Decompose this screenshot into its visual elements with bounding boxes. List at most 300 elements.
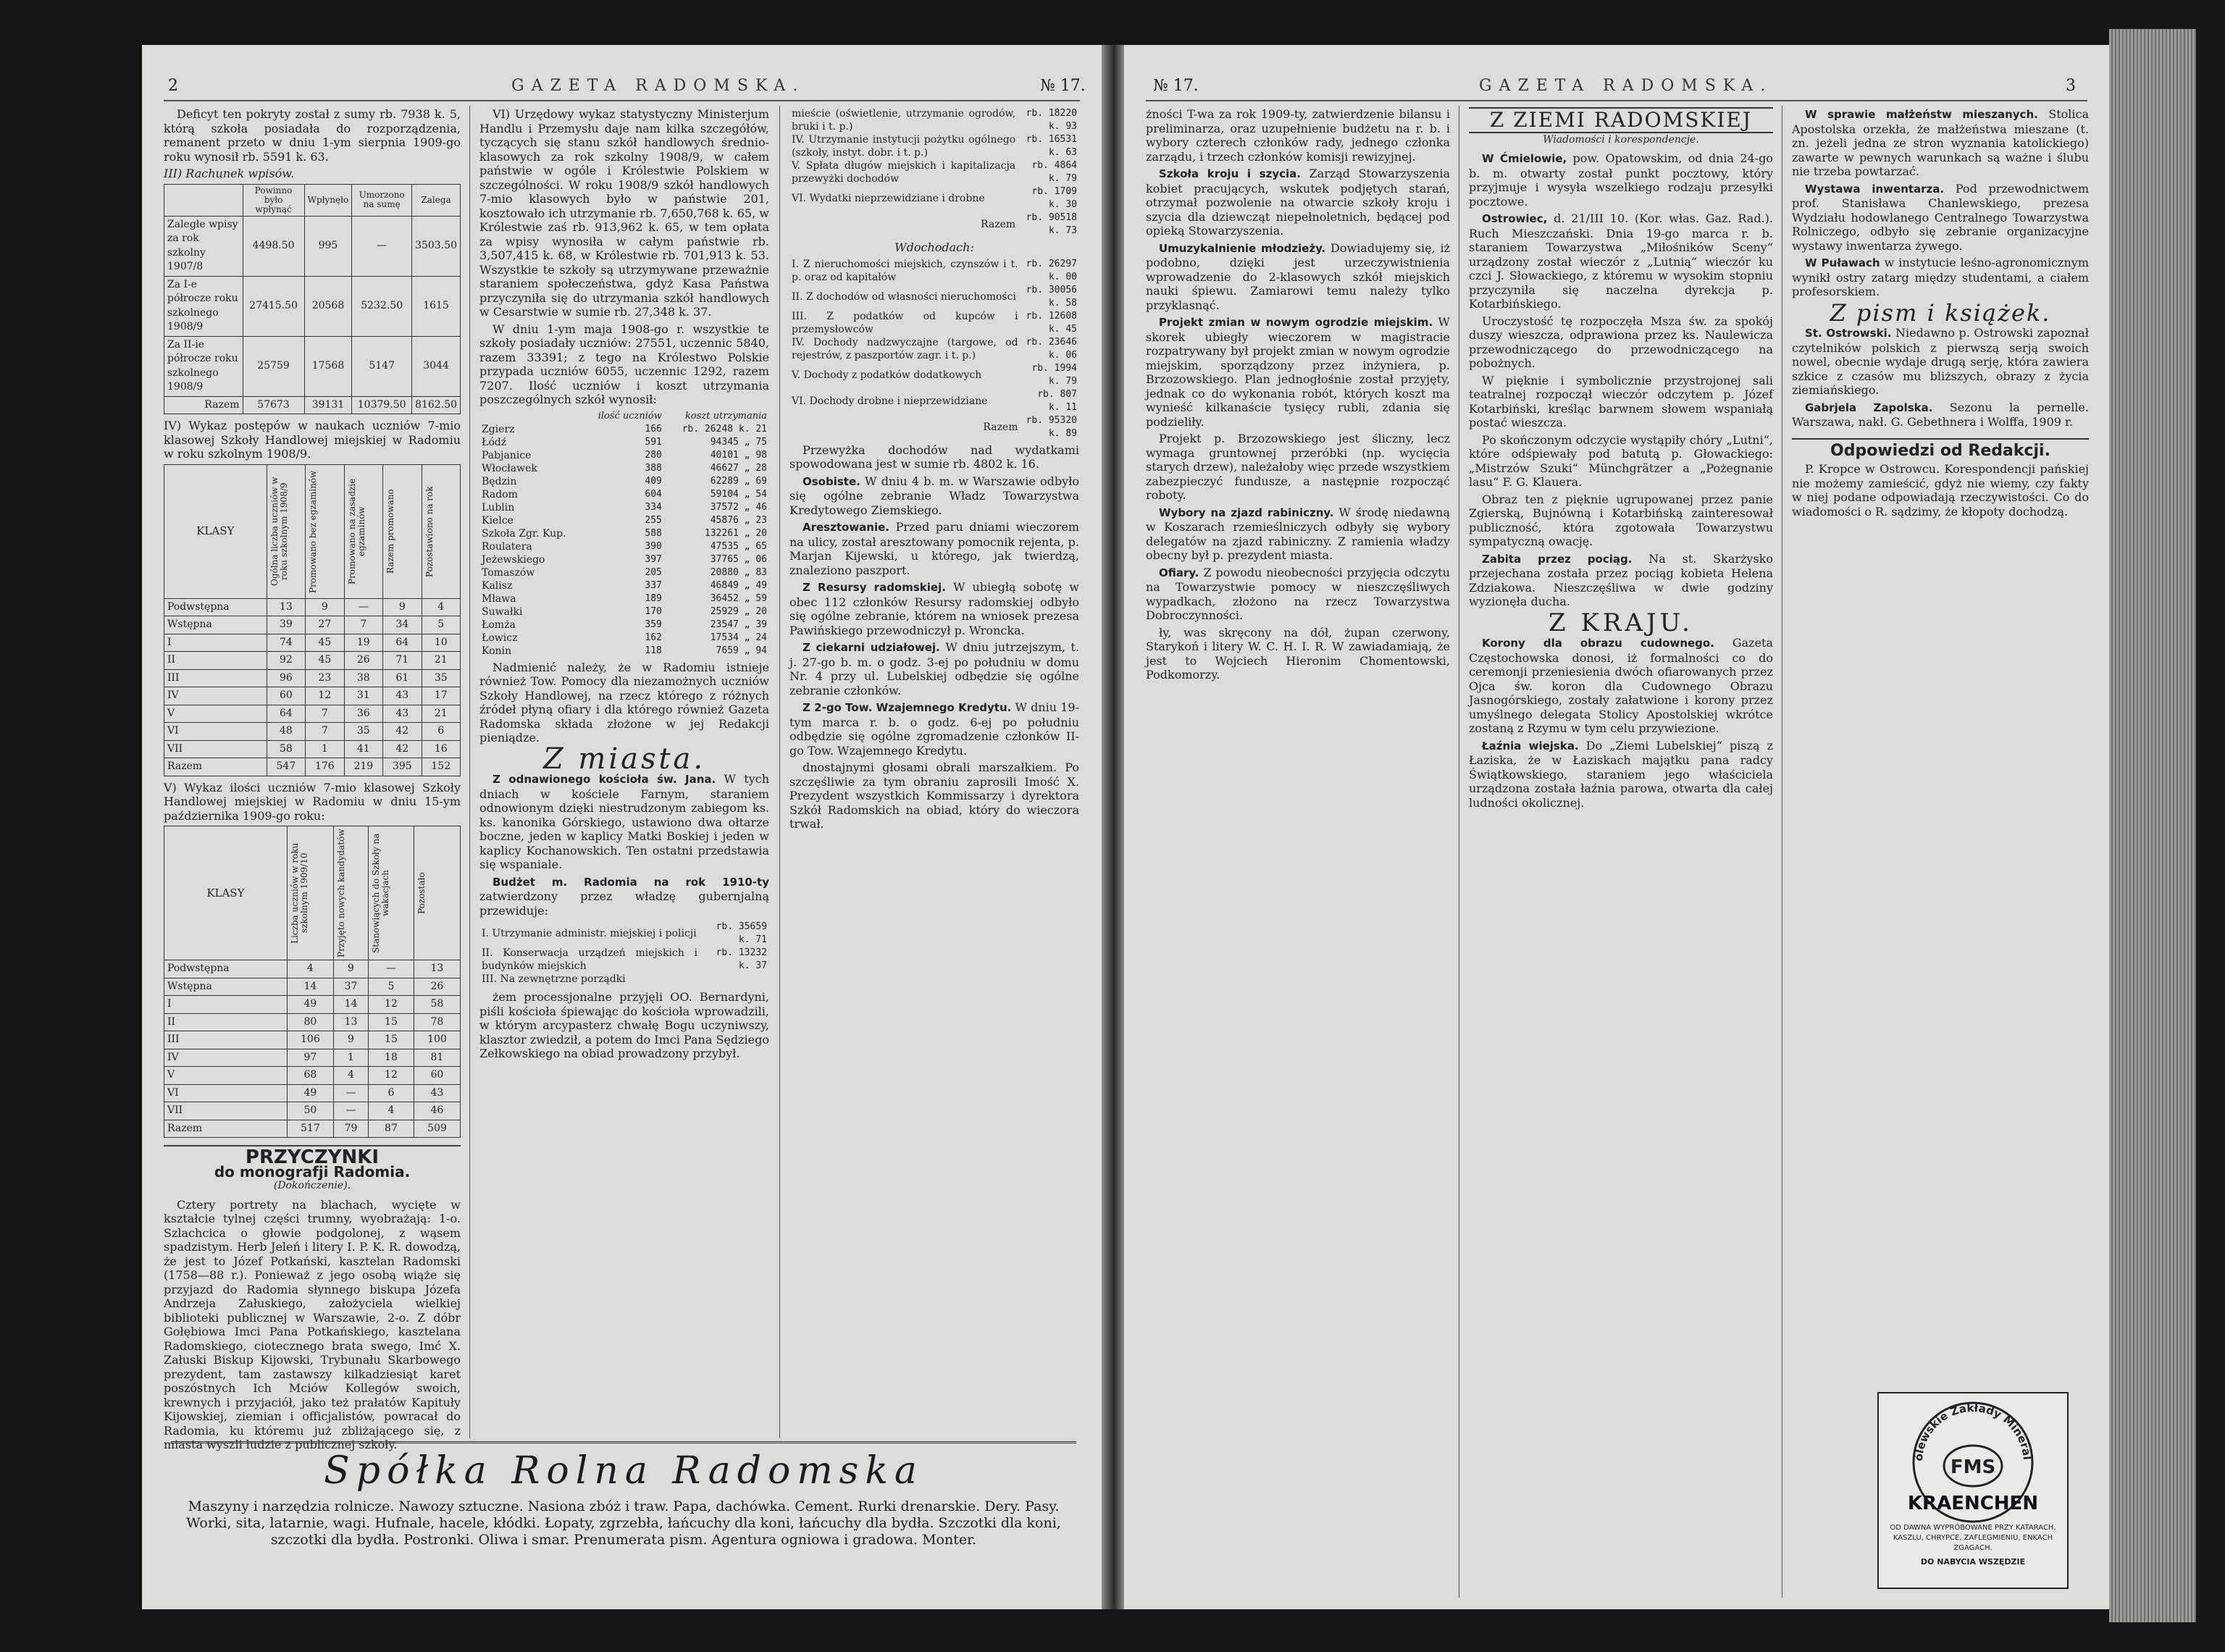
income-title: Wdochodach:	[894, 240, 974, 254]
table-cell: 74	[267, 634, 305, 652]
table-cell: 37572 „ 46	[710, 501, 767, 513]
col-header-text: Przyjęto nowych kandydatów	[335, 829, 346, 957]
table-row	[479, 436, 769, 449]
table-cell: 58	[267, 740, 305, 758]
col-header-text: Promowano na zasadzie egzaminów	[346, 478, 366, 584]
table-cell: 12	[369, 1067, 414, 1085]
table-cell: 17	[422, 687, 460, 705]
table-row	[164, 1049, 461, 1067]
table-cell: 152	[422, 758, 460, 776]
row-label: II. Z dochodów od własności nieruchomości	[792, 290, 1016, 303]
book-gutter	[1102, 45, 1124, 1609]
row-label: mieście (oświetlenie, utrzymanie ogrodów, bruki i t. p.)	[792, 108, 1016, 133]
table-header-row	[164, 184, 461, 216]
col-header: Zalega	[412, 184, 461, 216]
table-cell: 334	[645, 501, 662, 513]
colA-top: żności T-wa za rok 1909-ty, zatwierdzenie bilansu i preliminarza, oraz uzupełnienie budżetu na r. b. i wybory czterech członków rady, jednego członka zarządu, i trzech członków komisji rewizyjnej.	[1146, 107, 1450, 164]
headline: Ostrowiec,	[1482, 212, 1548, 225]
table-row: Za II-ie półrocze roku szkolnego 1908/9 25759 17568 5147 3044	[164, 336, 461, 396]
table-cell: rb. 18220 k. 93	[1026, 108, 1077, 132]
table-cell: rb. 807 k. 11	[1037, 388, 1077, 413]
right-page	[1124, 45, 2109, 1609]
table-cell: 23	[306, 669, 344, 687]
table-cell: 42	[383, 740, 422, 758]
col-header-text: Liczba uczniów w roku szkolnym 1909/10	[289, 842, 309, 944]
headline: Zabita przez pociąg.	[1482, 552, 1633, 566]
article-text: Stolica Apostolska orzekła, że małżeństwa mieszane (t. zn. jeżeli jedna ze stron wyznania katolickiego) zawarte w pewnych warunkach są ważne i ślubu nie trzeba powtarzać.	[1792, 107, 2089, 178]
table-cell: 21	[422, 705, 460, 723]
row-label: V. Dochody z podatków dodatkowych	[792, 369, 982, 381]
row-label: V	[164, 705, 267, 723]
table-row	[789, 310, 1079, 336]
headline: Z Resursy radomskiej.	[803, 581, 946, 594]
table-budget	[479, 921, 769, 986]
col-header: KLASY	[164, 464, 267, 598]
article-text: W skorek ubiegły wieczorem w magistracie rozpatrywany był projekt zmian w nowym ogrodzie miejskim, sporządzony przez inżyniera, p. Brzozowskiego. Plan jednogłośnie został przyjęty, jednak co do wykonania robót, których koszt ma wynieść kilkanaście tysięcy rubli, zdania się podzieliły.	[1146, 315, 1450, 429]
row-label: II	[164, 652, 267, 670]
col-header-text: Pozostawiono na rok	[424, 485, 435, 577]
table-cell: rb. 26248 k. 21	[682, 423, 767, 435]
table-cell: 4	[369, 1102, 414, 1120]
table-cell: 15	[369, 1013, 414, 1031]
col-header-text: Razem promowano	[385, 489, 396, 574]
table-cell: 6	[369, 1084, 414, 1102]
label-brand: KRAENCHEN	[1907, 1493, 2039, 1514]
row-label: VII	[164, 740, 267, 758]
col-header	[479, 410, 584, 423]
table-cell: 97	[287, 1049, 333, 1067]
table-row	[164, 978, 461, 996]
table-cell: 132261 „ 20	[704, 527, 767, 539]
table-cell: rb. 30056 k. 58	[1026, 284, 1077, 309]
col2-text-1: VI) Urzędowy wykaz statystyczny Ministerjum Handlu i Przemysłu daje nam kilka szczegółów, tyczących się stanu szkół handlowych średnio-klasowych za rok szkolny 1908/9, w całem państwie w ogóle i Królestwie Polskiem w szczególności. W roku 1908/9 szkół handlowych 7-mio klasowych było w państwie 201, kosztowało ich utrzymanie rb. 7,650,768 k. 65, w Królestwie zaś rb. 913,962 k. 65, w tem opłata za wpisy wynosiła w całym państwie rb. 3,507,415 k. 68, w Królestwie rb. 701,913 k. 53. Wszystkie te szkoły są utrzymywane przeważnie staraniem społeczeństwa, gdyż Kasa Państwa przyczyniła się do utrzymania szkół handlowych w Cesarstwie w sumie rb. 27,348 k. 37.	[479, 107, 769, 319]
table-cell: 48	[267, 723, 305, 741]
col-header: Wpłynęło	[304, 184, 352, 216]
row-label: I	[164, 634, 267, 652]
table-cell: 79	[333, 1120, 368, 1138]
table-row	[479, 605, 769, 619]
table-cell: —	[333, 1084, 368, 1102]
table-cell: 219	[344, 758, 382, 776]
column-a	[1146, 107, 1450, 685]
row-label: Włocławek	[482, 462, 537, 474]
row-label: Roulatera	[482, 540, 532, 553]
table-row	[164, 1031, 461, 1049]
row-label: Lublin	[482, 501, 515, 513]
table-row	[479, 501, 769, 514]
table-cell: 397	[645, 553, 662, 565]
table-cell: 166	[645, 423, 662, 435]
table-cell: 337	[645, 579, 662, 591]
table-cell: 36452 „ 59	[710, 592, 767, 604]
table-cell: 5	[422, 616, 460, 634]
col-header	[369, 826, 414, 960]
table-cell: 604	[645, 488, 662, 500]
col-header: koszt utrzymania	[685, 410, 767, 422]
column-b	[1469, 107, 1773, 813]
row-label: I. Utrzymanie administr. miejskiej i policji	[482, 928, 697, 939]
row-label: Będzin	[482, 475, 517, 487]
table-cell: 80	[287, 1013, 333, 1031]
row-label: Wstępna	[164, 616, 267, 634]
table-row	[479, 514, 769, 527]
column-rule	[469, 106, 470, 1438]
table-row	[479, 645, 769, 658]
col-header-text: Promowano bez egzaminów	[308, 469, 319, 593]
table-cell: 509	[414, 1120, 460, 1138]
row-label: Suwałki	[482, 605, 523, 618]
table-cell: rb. 1709 k. 30	[1031, 186, 1077, 210]
table-row	[789, 284, 1079, 310]
table-cell: 64	[267, 705, 305, 723]
col-header	[422, 464, 460, 598]
page-number-right: 3	[2066, 77, 2076, 95]
table-header-row	[164, 826, 461, 960]
table-cell: 409	[645, 475, 662, 487]
table-cell: 390	[645, 540, 662, 552]
headline: Ofiary.	[1159, 566, 1199, 579]
przyczynki-subtitle: do monografji Radomia.	[214, 1162, 411, 1181]
page-edge-stack	[2109, 29, 2196, 1622]
article-text: Z powodu nieobecności przyjęcia odczytu na Towarzystwie pomocy w nieszczęśliwych wypadkach, złożono na rzecz Towarzystwa Dobroczynności.	[1146, 565, 1450, 622]
table-cell: 35	[344, 723, 382, 741]
row-label: Razem	[983, 421, 1018, 433]
table-total-row	[164, 1120, 461, 1138]
table-budget-continued	[789, 107, 1079, 238]
table-cell: 37	[333, 978, 368, 996]
left-page	[142, 45, 1102, 1609]
table-row	[789, 388, 1079, 414]
table-row	[164, 1102, 461, 1120]
table-cell: 58	[414, 996, 460, 1014]
z-ziemi-subtitle: Wiadomości i korespondencje.	[1543, 133, 1699, 146]
table-cell: —	[333, 1102, 368, 1120]
headline: Z odnawionego kościoła św. Jana.	[493, 773, 716, 786]
table-cell: 4	[422, 598, 460, 616]
table-row	[479, 592, 769, 605]
col3-text-2: dnostajnymi głosami obrali marszałkiem. Po szczęśliwie za tym obraniu zaprosili Imość X. Prezydent wszystkich Kommissarzy i dyrektora Szkół Radomskich na obiad, który do wieczora trwał.	[789, 760, 1079, 831]
table-cell: 14	[287, 978, 333, 996]
table-row	[164, 740, 461, 758]
article-text: W ubiegłą sobotę w obec 112 członków Resursy radomskiej odbyło się ogólne zebranie, którem na wniosek prezesa Pawińskiego przewodniczył p. Wroncka.	[789, 580, 1079, 637]
przyczynki-continuation: (Dokończenie).	[273, 1180, 351, 1191]
kraenchen-label-graphic	[1879, 1393, 2067, 1588]
table-row	[164, 652, 461, 670]
table-row	[164, 634, 461, 652]
table-cell: 46627 „ 28	[710, 462, 767, 474]
col1-intro: Deficyt ten pokryty został z sumy rb. 7938 k. 5, którą szkoła posiadała do rozporządzenia, remanent przeto w dniu 1-ym sierpnia 1909-go roku wynosił rb. 5591 k. 63.	[164, 107, 461, 164]
table-cell: 71	[383, 652, 422, 670]
row-label: V. Spłata długów miejskich i kapitalizacja przewyżki dochodów	[792, 160, 1016, 185]
table-cell: 13	[267, 598, 305, 616]
issue-number-right: № 17.	[1153, 77, 1199, 95]
table-cell: 46	[414, 1102, 460, 1120]
row-label: Kielce	[482, 514, 514, 527]
article-text: Gazeta Częstochowska donosi, iż formalności co do ceremonji przeniesienia dwóch ofiarowanych przez Ojca św. koron dla Cudownego Obrazu Jasnogórskiego, zostały załatwione i korony przez umyślnego delegata Stolicy Apostolskiej wkrótce zostaną z Rzymu w tym celu przywiezione.	[1469, 636, 1773, 735]
article-text: Po skończonym odczycie wystąpiły chóry „Lutni“, które odśpiewały pod batutą p. Głowackiego: „Mistrzów Szuki“ Münchgrätzer a „Pożegnanie lasu“ F. G. Klauera.	[1469, 432, 1773, 489]
table-cell: 16	[422, 740, 460, 758]
table-row	[789, 133, 1079, 159]
table-cell: 78	[414, 1013, 460, 1031]
table-cell: 100	[414, 1031, 460, 1049]
headline: Z 2-go Tow. Wzajemnego Kredytu.	[803, 701, 1012, 714]
table-row	[479, 579, 769, 592]
table-cell: 47535 „ 65	[710, 540, 767, 552]
table-cell: 395	[383, 758, 422, 776]
table-cell: 591	[645, 436, 662, 448]
row-label: Mława	[482, 592, 516, 605]
table-row	[164, 1067, 461, 1085]
table-cell: 388	[645, 462, 662, 474]
table-cell: 92	[267, 652, 305, 670]
table-cell: 7	[306, 705, 344, 723]
row-label: II. Konserwacja urządzeń miejskich i budynków miejskich	[482, 947, 697, 972]
headline: Wybory na zjazd rabiniczny.	[1159, 506, 1334, 519]
table-row	[789, 258, 1079, 284]
label-line: DO NABYCIA WSZĘDZIE	[1920, 1557, 2026, 1567]
article-text: W pięknie i symbolicznie przystrojonej sali teatralnej rozpoczął wieczór odczytem p. Józef Kotarbiński, kreśląc barwnem słowem wspaniałą postać wieszcza.	[1469, 373, 1773, 429]
table-cell: 60	[414, 1067, 460, 1085]
table-cell: 106	[287, 1031, 333, 1049]
col2-text-3: Nadmienić należy, że w Radomiu istnieje również Tow. Pomocy dla niezamożnych uczniów Szkoły Handlowej, na rzecz którego z różnych źródeł płyną ofiary i dla którego również Gazeta Radomska składa złożone w jej Redakcji pieniądze.	[479, 660, 769, 745]
table-cell: 81	[414, 1049, 460, 1067]
row-label: Łódź	[482, 436, 507, 448]
table-row	[479, 449, 769, 462]
table-row	[164, 960, 461, 978]
table-row	[479, 488, 769, 501]
row-label: Radom	[482, 488, 518, 500]
article-text: zatwierdzony przez władzę gubernjalną przewiduje:	[479, 889, 769, 918]
table-row	[164, 687, 461, 705]
table-cell: rb. 12608 k. 45	[1026, 310, 1077, 335]
article-text: w instytucie leśno-agronomicznym wynikł ostry zatarg między studentami, a ciałem profesorskiem.	[1792, 256, 2089, 298]
label-mark: FMS	[1950, 1456, 1996, 1478]
table-cell: 1	[333, 1049, 368, 1067]
table-row	[479, 423, 769, 436]
label-line: ZGAGACH.	[1953, 1544, 1993, 1552]
table-cell: 18	[369, 1049, 414, 1067]
headline: Łaźnia wiejska.	[1482, 739, 1579, 752]
col-header	[287, 826, 333, 960]
article-text: Dowiadujemy się, iż podobno, dzięki jest urzeczywistnienia wprowadzenie do 2-klasowych szkół miejskich nauki śpiewu. Zamiarowi temu należy tylko przyklasnąć.	[1146, 240, 1450, 312]
row-label: III	[164, 669, 267, 687]
running-title-left: GAZETA RADOMSKA.	[511, 77, 805, 95]
article-text: Zarząd Stowarzyszenia kobiet pracujących, wskutek podjętych starań, otrzymał pozwolenie na otwarcie szkoły kroju i szycia dla dziewcząt niepełnoletnich, będącej pod opieką Stowarzyszenia.	[1146, 167, 1451, 238]
table-cell: rb. 4864 k. 79	[1031, 160, 1077, 184]
table-cell: 60	[267, 687, 305, 705]
table-header-row	[164, 464, 461, 598]
article-text: ły, was skręcony na dół, żupan czerwony, Starykoń i litery W. C. H. I. R. W zawiadamiają, że jest to Wojciech Hieronim Chomentowski, Podkomorzy.	[1146, 625, 1450, 682]
table-row	[479, 462, 769, 475]
col-header-text: Stanowiących do Szkoły na wakacjach	[371, 833, 391, 953]
table-row	[479, 619, 769, 632]
table-row	[164, 1084, 461, 1102]
table-cell: 176	[306, 758, 344, 776]
row-label: IV. Utrzymanie instytucji pożytku ogólnego (szkoły, instyt. dobr. i t. p.)	[792, 134, 1016, 159]
row-label: Konin	[482, 645, 512, 657]
row-label: V	[164, 1067, 288, 1085]
table-cell: 19	[344, 634, 382, 652]
table-cell: rb. 26297 k. 00	[1026, 258, 1077, 282]
col-header	[333, 826, 368, 960]
row-label: III	[164, 1031, 288, 1049]
table-cell: 547	[267, 758, 305, 776]
table-row	[479, 475, 769, 488]
article-text: Pod przewodnictwem prof. Stanisława Chanlewskiego, prezesa Wydziału hodowlanego Centralnego Towarzystwa Rolniczego, odbyło się zebranie organizacyjne wystawy inwentarza żywego.	[1792, 181, 2089, 253]
table-cell: 588	[645, 527, 662, 539]
table-cell: 26	[344, 652, 382, 670]
row-label: Razem	[164, 1120, 288, 1138]
table-row	[789, 211, 1079, 238]
table-cell: 12	[306, 687, 344, 705]
table-row	[164, 1013, 461, 1031]
z-pism-i-ksiazek-title: Z pism i książek.	[1830, 298, 2051, 327]
row-label: Podwstępna	[164, 960, 288, 978]
table-cell: rb. 1994 k. 79	[1031, 362, 1077, 387]
running-title-right: GAZETA RADOMSKA.	[1479, 77, 1773, 95]
column-2	[479, 107, 769, 1064]
row-label: IV	[164, 1049, 288, 1067]
article-text: Przed paru dniami wieczorem na ulicy, został aresztowany pomocnik rejenta, p. Marjan Kijewski, u którego, jak twierdzą, znaleziono paszport.	[789, 520, 1079, 577]
table-cell: 15	[369, 1031, 414, 1049]
table-cell: 62289 „ 69	[710, 475, 767, 487]
table-cell: 23547 „ 39	[710, 619, 767, 630]
col-header: KLASY	[164, 826, 288, 960]
table-cell: rb. 13232 k. 37	[716, 947, 767, 971]
table-cell: 38	[344, 669, 382, 687]
table-row	[479, 921, 769, 947]
table-cell: 26	[414, 978, 460, 996]
table-cell: —	[369, 960, 414, 978]
table-row	[789, 185, 1079, 211]
column-1	[164, 107, 461, 1455]
col-header: ilość uczniów	[598, 410, 662, 422]
table3-caption: III) Rachunek wpisów.	[164, 167, 295, 180]
row-label: VI	[164, 723, 267, 741]
ad-title: Spółka Rolna Radomska	[324, 1449, 923, 1493]
table-row	[789, 336, 1079, 362]
row-label: Zgierz	[482, 423, 515, 435]
table-cell: 255	[645, 514, 662, 526]
table-row: Za I-e półrocze roku szkolnego 1908/9 27415.50 20568 5232.50 1615	[164, 276, 461, 336]
table-header-row	[479, 410, 769, 423]
row-label: II	[164, 1013, 288, 1031]
article-text: W dniu jutrzejszym, t. j. 27-go b. m. o godz. 3-ej po południu w domu Nr. 4 przy ul. Lubelskiej odbędzie się ogólne zebranie członków.	[789, 640, 1079, 697]
article-text: Na st. Skarżysko przejechana została przez pociąg kobieta Helena Zdziakowa. Nieszczęśliwa w dwie godziny wyzionęła ducha.	[1469, 551, 1773, 608]
row-label: Razem	[164, 758, 267, 776]
row-label: VI. Dochody drobne i nieprzewidziane	[792, 395, 988, 407]
article-text: Uroczystość tę rozpoczęła Msza św. za spokój duszy wieszcza, odprawiona przez ks. Naulewicza przewodniczącego do przewodniczącego na pobożnych.	[1469, 314, 1773, 370]
ad-body: Maszyny i narzędzia rolnicze. Nawozy sztuczne. Nasiona zbóż i traw. Papa, dachówka. Cement. Rurki drenarskie. Dery. Pasy. Worki, sita, latarnie, wagi. Hufnale, hacele, kłódki. Łopaty, zgrzebła, łańcuchy dla koni, łańcuchy dla bydła. Szczotki dla koni, szczotki dla bydła. Postronki. Oliwa i smar. Prenumerata pism. Agentura ogniowa i gradowa. Monter.	[186, 1498, 1061, 1548]
table-cell: 280	[645, 449, 662, 461]
table-cell: 6	[422, 723, 460, 741]
article-text: Niedawno p. Ostrowski zapoznał czytelników polskich z pierwszą serją swoich nowel, obecnie wydaje drugą serję, która zawiera szkice z czasów mu bliższych, obrazy z życia ziemiańskiego.	[1792, 326, 2089, 397]
table-cell: 4	[287, 960, 333, 978]
col-header	[267, 464, 305, 598]
table-row	[479, 566, 769, 579]
table-cell: rb. 95320 k. 89	[1026, 414, 1077, 439]
table-cell: 40101 „ 98	[710, 449, 767, 461]
table-cell: 13	[414, 960, 460, 978]
table-cell: 34	[383, 616, 422, 634]
headline: Aresztowanie.	[803, 521, 889, 534]
table-cell: 68	[287, 1067, 333, 1085]
col2-text-2: W dniu 1-ym maja 1908-go r. wszystkie te szkoły posiadały uczniów: 27551, uczennic 5840, razem 33391; z tego na Królestwo Polskie przypada uczniów 6055, uczennic 1292, razem 7207. Ilość uczniów i koszt utrzymania poszczególnych szkół wynosił:	[479, 322, 769, 406]
table-cell: 31	[344, 687, 382, 705]
col-header	[344, 464, 382, 598]
z-miasta-title: Z miasta.	[542, 742, 706, 776]
table-cell: 49	[287, 1084, 333, 1102]
row-label: Łowicz	[482, 632, 518, 644]
table-total-row: Razem 57673 39131 10379.50 8162.50	[164, 396, 461, 414]
table-cell: 27	[306, 616, 344, 634]
row-label: I. Z nieruchomości miejskich, czynszów i t. p. oraz od kapitałów	[792, 258, 1018, 283]
table-cell: rb. 90518 k. 73	[1026, 212, 1077, 236]
row-label: IV. Dochody nadzwyczajne (targowe, od rejestrów, z paszportów zagr. i t. p.)	[792, 336, 1018, 361]
table-cell: 17534 „ 24	[710, 632, 767, 643]
issue-number-left: № 17.	[1040, 77, 1086, 95]
article-text: W tych dniach w kościele Farnym, staraniem odnowionym dzięki niestrudzonym zabiegom ks. ks. kanonika Górskiego, ustawiono dwa ołtarze boczne, jeden w kaplicy Matki Boskiej i jeden w kaplicy Kochanowskich. Ten ostatni przedstawia się wspaniale.	[479, 772, 769, 871]
table-cell: 61	[383, 669, 422, 687]
headline: Umuzykalnienie młodzieży.	[1159, 241, 1326, 255]
row-label: III. Na zewnętrzne porządki	[482, 973, 626, 985]
headline: W Puławach	[1805, 256, 1880, 269]
table-row	[479, 973, 769, 986]
table-cell	[700, 973, 769, 986]
table-cell: 170	[645, 605, 662, 617]
table-row: Zaległe wpisy za rok szkolny 1907/8 4498.50 995 — 3503.50	[164, 216, 461, 276]
table-cell: 9	[333, 960, 368, 978]
table-cell: 7	[344, 616, 382, 634]
table-row	[479, 632, 769, 645]
row-label: Tomaszów	[482, 566, 535, 579]
headline: W sprawie małżeństw mieszanych.	[1805, 108, 2038, 121]
table-cell: 45	[306, 634, 344, 652]
table-row	[164, 723, 461, 741]
table-cell: rb. 16531 k. 63	[1026, 134, 1077, 158]
przyczynki-text: Cztery portrety na blachach, wycięte w kształcie tylnej części trumny, wyobrażają: 1-o. Szlachcica o głowie podgolonej, z wąsem spadzistym. Herb Jeleń i litery I. P. K. R. dowodzą, że jest to Józef Potkański, kasztelan Radomski (1758—88 r.). Ponieważ z jego osobą wiąże się przyjazd do Radomia słynnego biskupa Józefa Andrzeja Załuskiego, założyciela wielkiej biblioteki publicznej w Warszawie, 2-o. Z dóbr Gołębiowa Imci Pana Potkańskiego, kasztelana Radomskiego, ciotecznego brata swego, Imć X. Załuski Biskup Kijowski, Trybunału Skarbowego prezydent, tam zastawszy kilkadziesiąt karet poszóstnych Ich Mciów Kollegów swoich, krewnych i przyjaciół, jako też prałatów Kapituły Kijowskiej, ziemian i officjalistów, powracał do Radomia, ku któremu już zbliżającego się, z miasta wyszli ludzie z publicznej szkoły.	[164, 1197, 461, 1451]
table-cities	[479, 410, 769, 658]
row-label: VII	[164, 1102, 288, 1120]
headline: Projekt zmian w nowym ogrodzie miejskim.	[1159, 316, 1433, 329]
row-label: III. Z podatków od kupców i przemysłowców	[792, 310, 1018, 335]
table-cell: 13	[333, 1013, 368, 1031]
row-label: I	[164, 996, 288, 1014]
table-cell: 517	[287, 1120, 333, 1138]
headline: Z ciekarni udziałowej.	[803, 641, 940, 654]
row-label: VI	[164, 1084, 288, 1102]
article-text: W środę niedawną w Koszarach rzemieślniczych odbyły się wybory delegatów na zjazd rabiniczny. Z ramienia władzy obecny był p. prezydent miasta.	[1146, 505, 1450, 562]
table-row	[164, 616, 461, 634]
row-label: IV	[164, 687, 267, 705]
table-cell: rb. 35659 k. 71	[716, 921, 767, 945]
page-number-left: 2	[168, 77, 178, 95]
table-cell: 205	[645, 566, 662, 578]
table-row	[479, 540, 769, 553]
table-total-row	[164, 758, 461, 776]
table-cell: 39	[267, 616, 305, 634]
table-cell: 14	[333, 996, 368, 1014]
article-text: W dniu 19-tym marca r. b. o godz. 6-ej po południu odbędzie się ogólne zgromadzenie członków II-go Tow. Wzajemnego Kredytu.	[789, 700, 1079, 758]
table-cell: 45	[306, 652, 344, 670]
kraenchen-label-ad	[1877, 1392, 2069, 1589]
row-label: Kalisz	[482, 579, 513, 592]
table-cell: 7659 „ 94	[716, 645, 767, 656]
odpowiedzi-title: Odpowiedzi od Redakcji.	[1792, 438, 2089, 463]
col3-text-1: Przewyżka dochodów nad wydatkami spowodowana jest w sumie rb. 4802 k. 16.	[789, 443, 1079, 471]
table-cell: 12	[369, 996, 414, 1014]
col-header	[383, 464, 422, 598]
